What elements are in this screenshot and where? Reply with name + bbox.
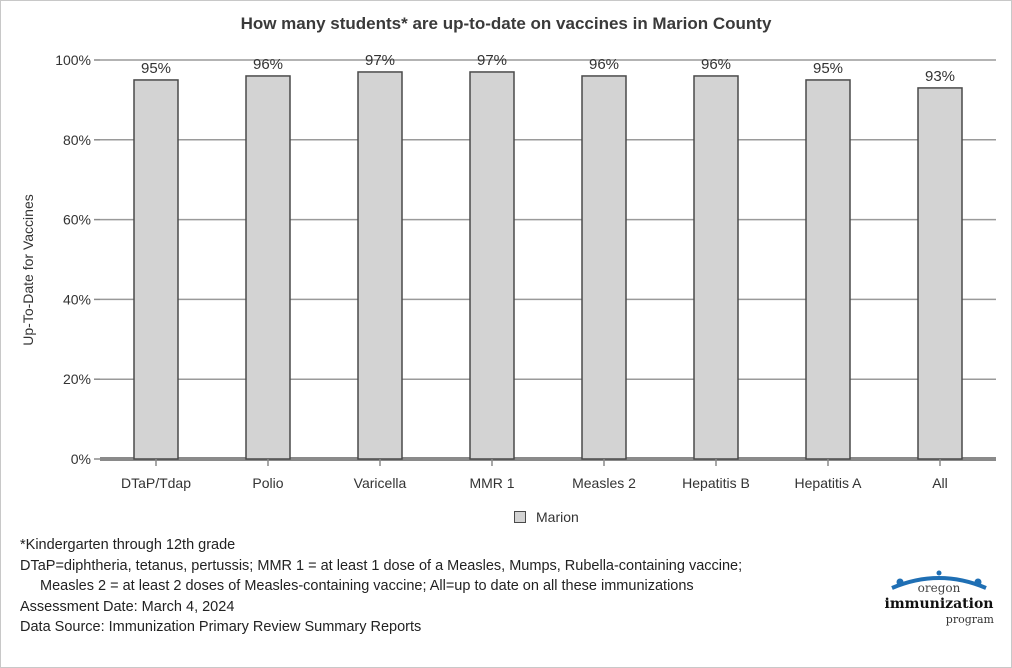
footnotes <box>20 535 742 638</box>
x-tick-label: Polio <box>252 475 284 491</box>
x-tick-labels <box>121 459 948 491</box>
value-label: 96% <box>700 55 732 73</box>
logo-text-oregon: oregon <box>917 581 961 595</box>
value-label: 97% <box>476 51 508 69</box>
value-label: 95% <box>140 59 172 77</box>
x-tick-label: Hepatitis A <box>794 475 862 491</box>
bar <box>470 72 514 459</box>
chart-title: How many students* are up-to-date on vaccines in Marion County <box>240 14 772 33</box>
value-label: 96% <box>588 55 620 73</box>
x-tick-label: All <box>932 475 948 491</box>
footnote-data-source: Data Source: Immunization Primary Review Summary Reports <box>20 619 422 635</box>
y-tick-label: 60% <box>62 211 91 228</box>
legend <box>514 509 579 525</box>
x-tick-label: Measles 2 <box>572 475 636 491</box>
legend-label: Marion <box>536 509 579 525</box>
footnote-definitions: DTaP=diphtheria, tetanus, pertussis; MMR 1 = at least 1 dose of a Measles, Mumps, Rubella-containing vaccine; <box>20 557 743 574</box>
oregon-immunization-logo <box>878 570 1000 630</box>
bar <box>246 76 290 459</box>
y-tick-labels <box>55 52 91 467</box>
legend-swatch <box>514 511 526 523</box>
footnote-grade-range: *Kindergarten through 12th grade <box>20 537 236 553</box>
value-label: 97% <box>364 51 396 69</box>
x-tick-label: Hepatitis B <box>682 475 750 491</box>
logo-text-program: program <box>945 613 994 626</box>
bar <box>358 72 402 459</box>
y-tick-label: 100% <box>55 52 91 68</box>
bar <box>582 76 626 459</box>
bar <box>806 80 850 459</box>
bar <box>694 76 738 459</box>
y-tick-label: 80% <box>62 131 91 148</box>
footnote-assessment-date: Assessment Date: March 4, 2024 <box>20 598 235 615</box>
grid-lines <box>94 60 996 459</box>
y-tick-label: 40% <box>62 291 91 308</box>
x-tick-label: DTaP/Tdap <box>120 475 192 491</box>
x-tick-label: MMR 1 <box>469 475 515 491</box>
x-tick-label: Varicella <box>353 475 407 491</box>
bar <box>134 80 178 459</box>
bars <box>134 72 962 459</box>
value-label: 95% <box>812 59 844 77</box>
logo-text-immunization: immunization <box>884 596 994 612</box>
footnote-definitions-cont: Measles 2 = at least 2 doses of Measles-containing vaccine; All=up to date on all these immunizations <box>40 578 694 594</box>
y-tick-label: 20% <box>62 371 91 388</box>
bar <box>918 88 962 459</box>
value-label: 93% <box>924 67 956 85</box>
y-axis-label: Up-To-Date for Vaccines <box>20 194 36 346</box>
y-tick-label: 0% <box>70 451 91 467</box>
value-label: 96% <box>252 55 284 73</box>
